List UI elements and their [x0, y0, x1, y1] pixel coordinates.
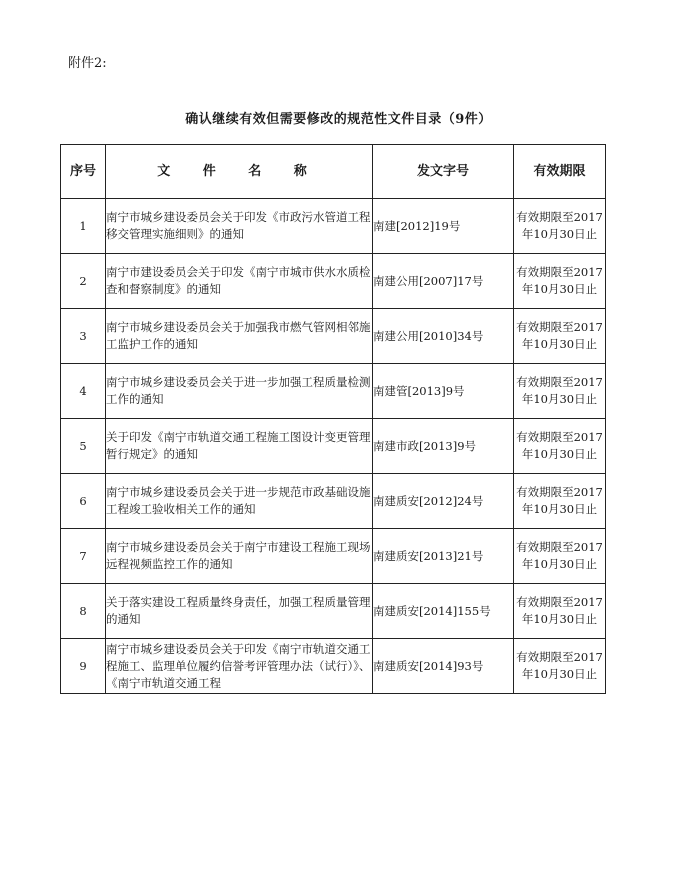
row-index: 6: [61, 474, 106, 529]
row-validity: 有效期限至2017年10月30日止: [514, 254, 606, 309]
row-index: 4: [61, 364, 106, 419]
table-row: [61, 254, 606, 309]
row-validity: 有效期限至2017年10月30日止: [514, 309, 606, 364]
row-index: 8: [61, 584, 106, 639]
row-validity: 有效期限至2017年10月30日止: [514, 364, 606, 419]
header-document-number: 发文字号: [373, 145, 514, 199]
row-index: 1: [61, 199, 106, 254]
table-row: [61, 419, 606, 474]
row-document-name: 南宁市城乡建设委员会关于印发《市政污水管道工程移交管理实施细则》的通知: [106, 199, 373, 254]
row-document-name: 南宁市城乡建设委员会关于进一步加强工程质量检测工作的通知: [106, 364, 373, 419]
row-validity: 有效期限至2017年10月30日止: [514, 584, 606, 639]
row-validity: 有效期限至2017年10月30日止: [514, 199, 606, 254]
table-header-row: [61, 145, 606, 199]
header-document-name: 文 件 名 称: [106, 145, 373, 199]
row-document-name: 南宁市城乡建设委员会关于南宁市建设工程施工现场远程视频监控工作的通知: [106, 529, 373, 584]
table-row: [61, 584, 606, 639]
row-index: 9: [61, 639, 106, 694]
row-document-number: 南建质安[2014]93号: [373, 639, 514, 694]
row-document-number: 南建质安[2013]21号: [373, 529, 514, 584]
table-row: [61, 199, 606, 254]
row-document-name: 南宁市城乡建设委员会关于加强我市燃气管网相邻施工监护工作的通知: [106, 309, 373, 364]
row-validity: 有效期限至2017年10月30日止: [514, 529, 606, 584]
row-document-number: 南建公用[2007]17号: [373, 254, 514, 309]
table-row: [61, 364, 606, 419]
row-validity: 有效期限至2017年10月30日止: [514, 639, 606, 694]
row-document-number: 南建市政[2013]9号: [373, 419, 514, 474]
row-index: 7: [61, 529, 106, 584]
row-document-name: 南宁市城乡建设委员会关于进一步规范市政基础设施工程竣工验收相关工作的通知: [106, 474, 373, 529]
table-row: [61, 529, 606, 584]
row-document-number: 南建管[2013]9号: [373, 364, 514, 419]
document-table: [60, 144, 606, 694]
table-row: [61, 639, 606, 694]
row-document-number: 南建质安[2014]155号: [373, 584, 514, 639]
table-row: [61, 474, 606, 529]
header-index: 序号: [61, 145, 106, 199]
row-document-number: 南建[2012]19号: [373, 199, 514, 254]
row-document-name: 南宁市城乡建设委员会关于印发《南宁市轨道交通工程施工、监理单位履约信誉考评管理办法（试行）》、《南宁市轨道交通工程: [106, 639, 373, 694]
table-row: [61, 309, 606, 364]
header-validity: 有效期限: [514, 145, 606, 199]
row-index: 3: [61, 309, 106, 364]
row-document-name: 南宁市建设委员会关于印发《南宁市城市供水水质检查和督察制度》的通知: [106, 254, 373, 309]
row-document-number: 南建质安[2012]24号: [373, 474, 514, 529]
row-document-name: 关于落实建设工程质量终身责任，加强工程质量管理的通知: [106, 584, 373, 639]
page-title: 确认继续有效但需要修改的规范性文件目录（9件）: [185, 112, 492, 127]
row-validity: 有效期限至2017年10月30日止: [514, 419, 606, 474]
attachment-label: 附件2:: [68, 56, 107, 71]
row-validity: 有效期限至2017年10月30日止: [514, 474, 606, 529]
row-document-number: 南建公用[2010]34号: [373, 309, 514, 364]
row-index: 2: [61, 254, 106, 309]
row-index: 5: [61, 419, 106, 474]
row-document-name: 关于印发《南宁市轨道交通工程施工图设计变更管理暂行规定》的通知: [106, 419, 373, 474]
